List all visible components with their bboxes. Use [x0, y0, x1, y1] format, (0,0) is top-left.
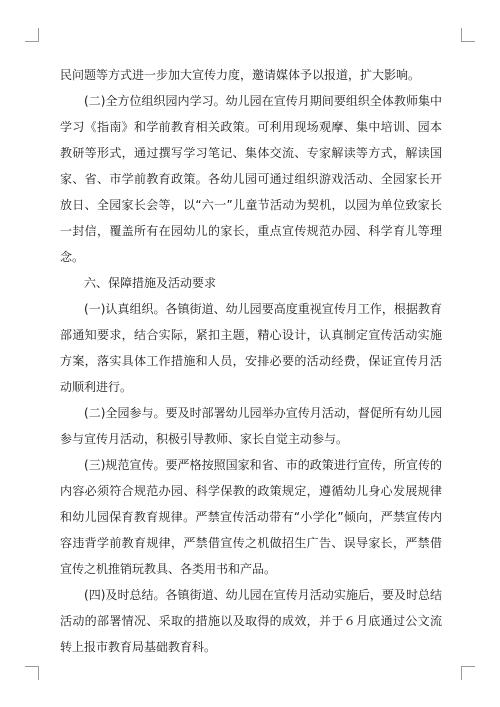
paragraph-summary: (四)及时总结。各镇街道、幼儿园在宣传月活动实施后，要及时总结活动的部署情况、采取的措施以及取得的成效，并于６月底通过公文流转上报市教育局基础教育科。 — [60, 588, 442, 654]
document-body — [60, 62, 442, 660]
paragraph-participation: (二)全园参与。要及时部署幼儿园举办宣传月活动，督促所有幼儿园参与宣传月活动，积极引导教师、家长自觉主动参与。 — [60, 406, 442, 446]
crop-mark-bottom-left — [25, 666, 39, 680]
crop-mark-top-left — [25, 28, 39, 42]
crop-mark-bottom-right — [461, 666, 475, 680]
paragraph-standard-publicity: (三)规范宣传。要严格按照国家和省、市的政策进行宣传，所宣传的内容必须符合规范办园、科学保教的政策规定，遵循幼儿身心发展规律和幼儿园保育教育规律。严禁宣传活动带有“小学化”倾向，严禁宣传内容违背学前教育规律，严禁借宣传之机做招生广告、误导家长，严禁借宣传之机推销玩教具、各类用书和产品。 — [60, 458, 442, 576]
paragraph-continuation: 民问题等方式进一步加大宣传力度，邀请媒体予以报道，扩大影响。 — [60, 68, 421, 82]
paragraph-campus-study: (二)全方位组织园内学习。幼儿园在宣传月期间要组织全体教师集中学习《指南》和学前教育相关政策。可利用现场观摩、集中培训、园本教研等形式，通过撰写学习笔记、集体交流、专家解读等方式，解读国家、省、市学前教育政策。各幼儿园可通过组织游戏活动、全园家长开放日、全园家长会等，以“六一”儿童节活动为契机，以园为单位致家长一封信，覆盖所有在园幼儿的家长，重点宣传规范办园、科学育儿等理念。 — [60, 94, 442, 264]
section-heading-safeguards: 六、保障措施及活动要求 — [84, 276, 217, 290]
paragraph-organize: (一)认真组织。各镇街道、幼儿园要高度重视宣传月工作，根据教育部通知要求，结合实际，紧扣主题，精心设计，认真制定宣传活动实施方案，落实具体工作措施和人员，安排必要的活动经费，保证宣传月活动顺利进行。 — [60, 302, 442, 394]
crop-mark-top-right — [461, 28, 475, 42]
